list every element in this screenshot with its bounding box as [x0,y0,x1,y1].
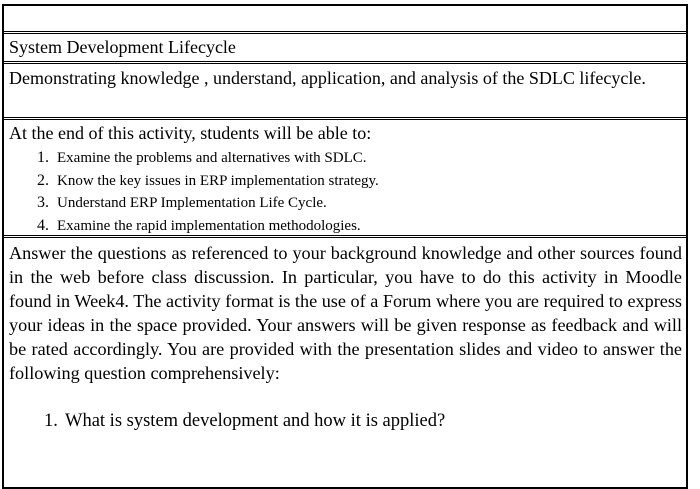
objectives-lead: At the end of this activity, students will be able to: [9,123,372,143]
list-item-text: Examine the problems and alternatives with SDLC. [57,150,367,166]
question-item [44,409,445,433]
list-item [37,147,379,170]
list-item [37,192,379,215]
list-item-number: 1. [37,149,49,166]
list-item-number: 3. [37,194,49,211]
list-item-text: Know the key issues in ERP implementation strategy. [57,172,379,189]
title-row [2,31,688,59]
instructions-row [2,235,688,489]
objectives-list [37,147,379,233]
objectives-row [2,117,688,233]
lesson-title: System Development Lifecycle [9,37,236,57]
question-number: 1. [44,411,58,431]
list-item-number: 4. [37,216,49,233]
list-item [37,215,379,234]
lesson-description: Demonstrating knowledge , understand, application, and analysis of the SDLC lifecycle. [9,68,646,88]
list-item-text: Examine the rapid implementation methodologies. [57,217,361,233]
list-item [37,170,379,193]
question-text: What is system development and how it is applied? [65,411,446,431]
list-item-number: 2. [37,171,49,189]
list-item-text: Understand ERP Implementation Life Cycle. [57,195,327,211]
instructions-text: Answer the questions as referenced to your background knowledge and other sources found in the web before class discussion. In particular, you have to do this activity in Moodle found in Week4. The activity format is the use of a Forum where you are required to express your ideas in the space provided. Your answers will be given response as feedback and will be rated accordingly. You are provided with the presentation slides and video to answer the following question comprehensively: [9,243,682,383]
description-row [2,61,688,115]
